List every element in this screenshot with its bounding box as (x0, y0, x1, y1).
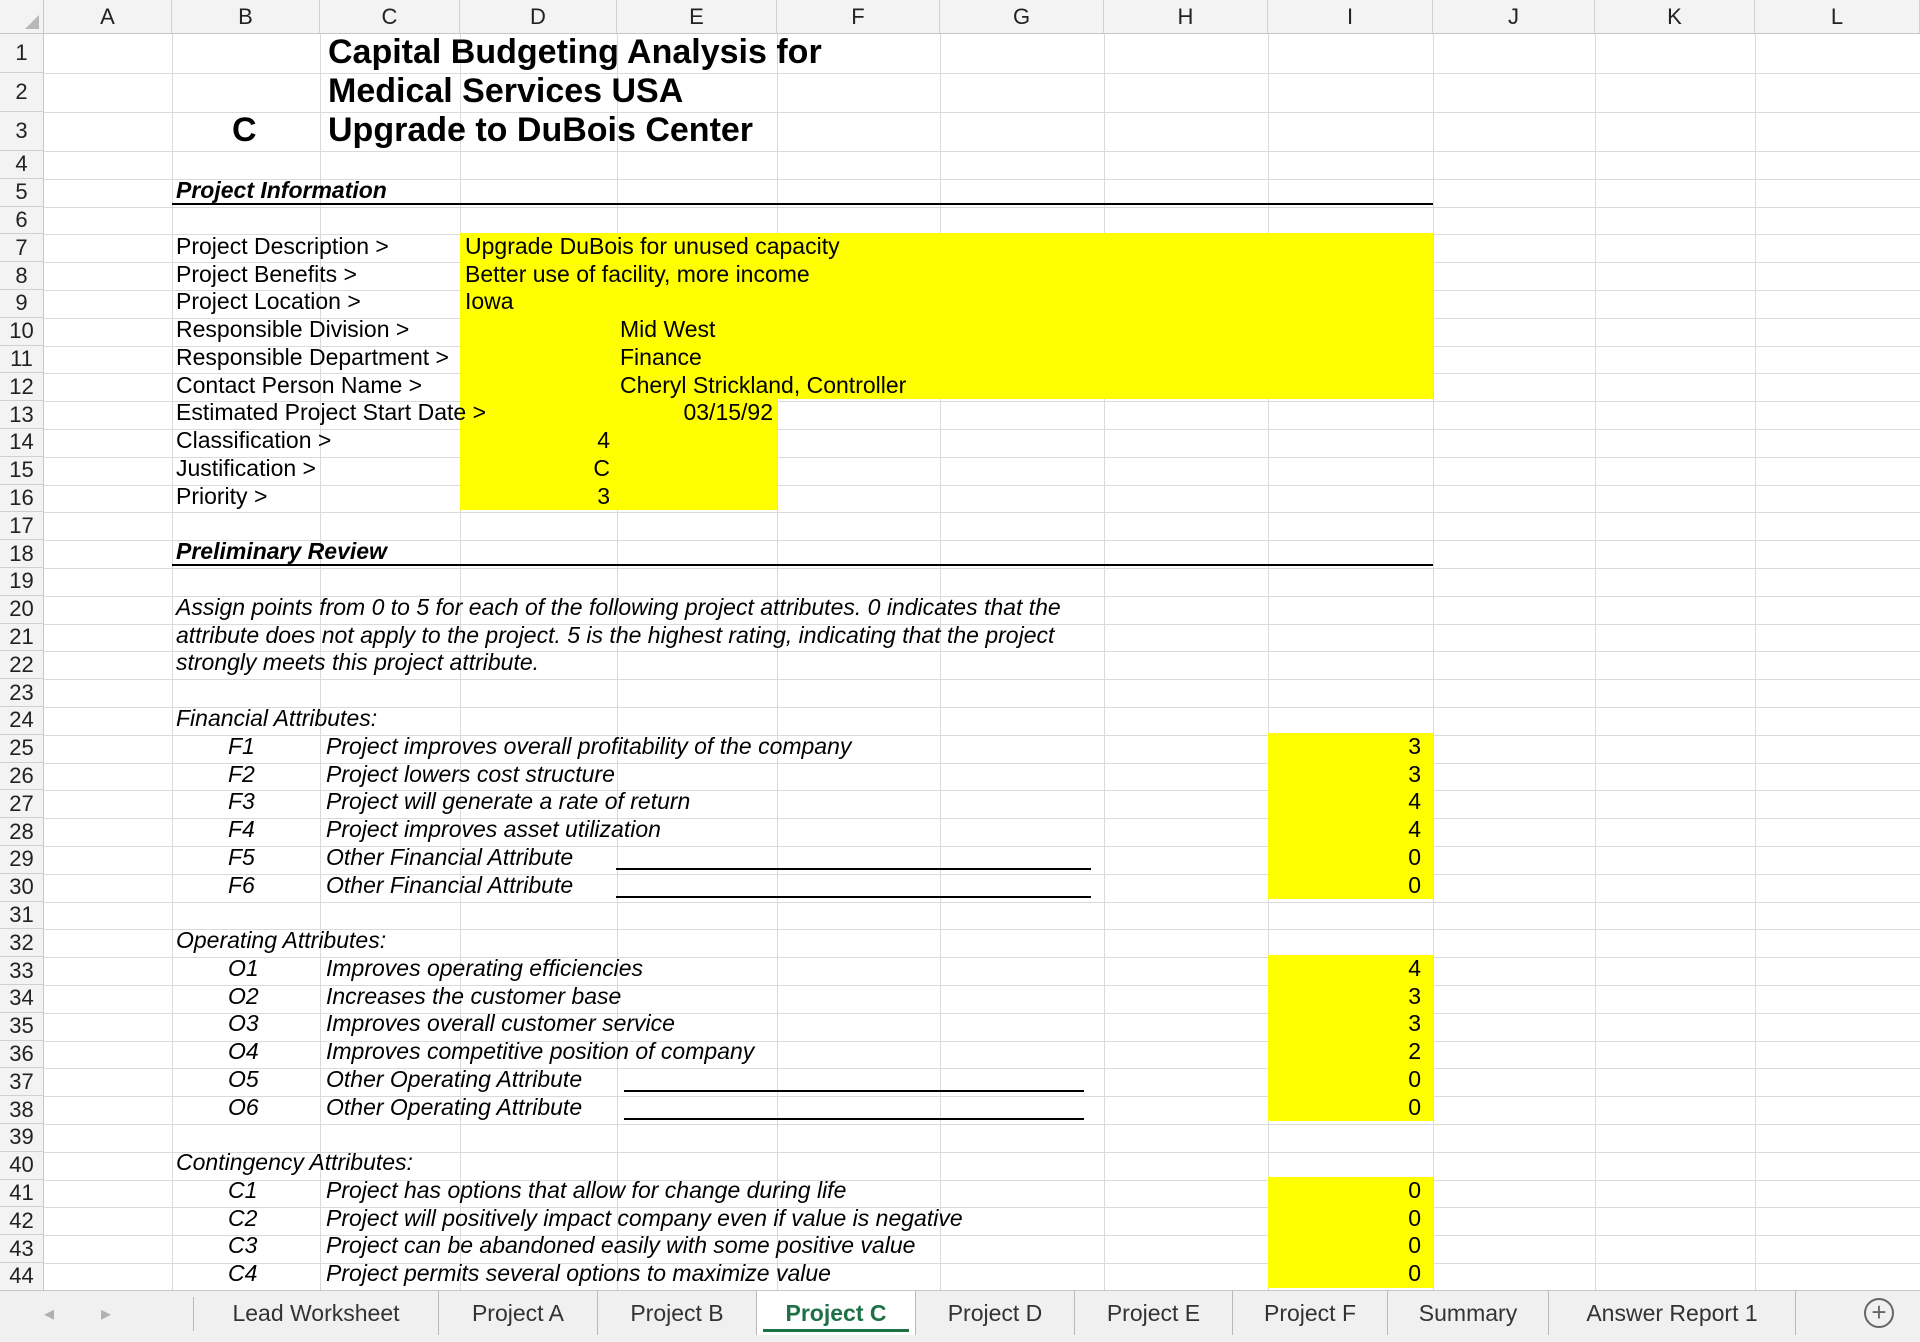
code-o3[interactable]: O3 (228, 1010, 259, 1036)
column-header[interactable]: C (320, 0, 460, 34)
row-header[interactable]: 1 (0, 34, 44, 73)
gridline-vertical (617, 34, 618, 1290)
value-justification[interactable]: C (593, 455, 610, 481)
tab-summary[interactable]: Summary (1388, 1291, 1549, 1335)
row-header[interactable]: 32 (0, 929, 44, 957)
code-o4[interactable]: O4 (228, 1038, 259, 1064)
row-header[interactable]: 25 (0, 735, 44, 763)
row-header[interactable]: 8 (0, 262, 44, 290)
gridline-horizontal (44, 902, 1920, 903)
code-o1[interactable]: O1 (228, 955, 259, 981)
code-c3[interactable]: C3 (228, 1232, 258, 1258)
row-header[interactable]: 14 (0, 429, 44, 457)
row-header[interactable]: 41 (0, 1180, 44, 1208)
score-f2[interactable]: 3 (1408, 761, 1421, 787)
label-project-location[interactable]: Project Location > (176, 288, 361, 314)
row-header[interactable]: 18 (0, 540, 44, 568)
row-header[interactable]: 34 (0, 985, 44, 1013)
gridline-vertical (1104, 34, 1105, 1290)
prev-sheet-icon[interactable]: ◂ (44, 1303, 55, 1325)
blank-line-o6 (624, 1118, 1084, 1120)
label-project-benefits[interactable]: Project Benefits > (176, 261, 357, 287)
desc-f2[interactable]: Project lowers cost structure (326, 761, 615, 787)
code-o5[interactable]: O5 (228, 1066, 259, 1092)
row-header[interactable]: 33 (0, 957, 44, 985)
label-responsible-division[interactable]: Responsible Division > (176, 316, 410, 342)
blank-line-f5 (616, 868, 1091, 870)
column-header[interactable]: G (940, 0, 1104, 34)
value-project-description[interactable]: Upgrade DuBois for unused capacity (465, 233, 840, 259)
score-c1[interactable]: 0 (1408, 1177, 1421, 1203)
row-header[interactable]: 21 (0, 624, 44, 652)
column-header[interactable]: A (44, 0, 172, 34)
row-header[interactable]: 15 (0, 457, 44, 485)
desc-o2[interactable]: Increases the customer base (326, 983, 622, 1009)
value-contact-person[interactable]: Cheryl Strickland, Controller (620, 372, 907, 398)
desc-f5[interactable]: Other Financial Attribute (326, 844, 574, 870)
label-classification[interactable]: Classification > (176, 427, 332, 453)
title-line-2[interactable]: Medical Services USA (328, 72, 684, 110)
gridline-horizontal (44, 207, 1920, 208)
sheet-tab-bar (0, 1290, 1920, 1342)
tab-project-a[interactable]: Project A (439, 1291, 598, 1335)
add-sheet-icon[interactable]: + (1864, 1298, 1894, 1328)
row-header[interactable]: 37 (0, 1068, 44, 1096)
score-o3[interactable]: 3 (1408, 1010, 1421, 1036)
score-c3[interactable]: 0 (1408, 1232, 1421, 1258)
score-o2[interactable]: 3 (1408, 983, 1421, 1009)
row-header[interactable]: 31 (0, 902, 44, 930)
instruction-line-2[interactable]: attribute does not apply to the project. 5 is the highest rating, indicating that the project (176, 622, 1055, 648)
row-header[interactable]: 11 (0, 346, 44, 374)
code-f4[interactable]: F4 (228, 816, 255, 842)
project-letter[interactable]: C (232, 111, 257, 149)
gridline-vertical (940, 34, 941, 1290)
gridline-horizontal (44, 151, 1920, 152)
row-header[interactable]: 44 (0, 1263, 44, 1290)
instruction-line-1[interactable]: Assign points from 0 to 5 for each of the following project attributes. 0 indicates that the (176, 594, 1061, 620)
blank-line-f6 (616, 896, 1091, 898)
title-line-3[interactable]: Upgrade to DuBois Center (328, 111, 754, 149)
row-header[interactable]: 2 (0, 73, 44, 112)
row-header[interactable]: 20 (0, 596, 44, 624)
tab-lead-worksheet[interactable]: Lead Worksheet (194, 1291, 439, 1335)
code-c2[interactable]: C2 (228, 1205, 258, 1231)
gridline-horizontal (44, 679, 1920, 680)
gridline-vertical (1755, 34, 1756, 1290)
select-all-icon (25, 15, 39, 29)
label-contact-person[interactable]: Contact Person Name > (176, 372, 423, 398)
desc-o3[interactable]: Improves overall customer service (326, 1010, 675, 1036)
row-header[interactable]: 17 (0, 512, 44, 540)
section-preliminary-review[interactable]: Preliminary Review (176, 538, 387, 564)
gridline-horizontal (44, 73, 1920, 74)
section-project-information[interactable]: Project Information (176, 177, 387, 203)
label-start-date[interactable]: Estimated Project Start Date > (176, 399, 486, 425)
score-c4[interactable]: 0 (1408, 1260, 1421, 1286)
heading-operating-attributes[interactable]: Operating Attributes: (176, 927, 387, 953)
score-c2[interactable]: 0 (1408, 1205, 1421, 1231)
score-f1[interactable]: 3 (1408, 733, 1421, 759)
value-responsible-department[interactable]: Finance (620, 344, 702, 370)
title-line-1[interactable]: Capital Budgeting Analysis for (328, 33, 822, 71)
tab-project-c[interactable]: Project C (757, 1291, 916, 1335)
row-header[interactable]: 27 (0, 790, 44, 818)
row-header[interactable]: 3 (0, 112, 44, 151)
tab-project-b[interactable]: Project B (598, 1291, 757, 1335)
desc-f6[interactable]: Other Financial Attribute (326, 872, 574, 898)
column-header[interactable]: B (172, 0, 320, 34)
score-f4[interactable]: 4 (1408, 816, 1421, 842)
row-header[interactable]: 40 (0, 1152, 44, 1180)
code-f6[interactable]: F6 (228, 872, 255, 898)
column-header[interactable]: E (617, 0, 777, 34)
row-header[interactable]: 43 (0, 1235, 44, 1263)
code-c1[interactable]: C1 (228, 1177, 258, 1203)
row-header[interactable]: 4 (0, 151, 44, 179)
score-o6[interactable]: 0 (1408, 1094, 1421, 1120)
value-classification[interactable]: 4 (597, 427, 610, 453)
gridline-horizontal (44, 112, 1920, 113)
next-sheet-icon[interactable]: ▸ (101, 1303, 112, 1325)
score-o4[interactable]: 2 (1408, 1038, 1421, 1064)
blank-line-o5 (624, 1090, 1084, 1092)
gridline-vertical (1433, 34, 1434, 1290)
row-header[interactable]: 12 (0, 373, 44, 401)
desc-c1[interactable]: Project has options that allow for change during life (326, 1177, 847, 1203)
code-f3[interactable]: F3 (228, 788, 255, 814)
tab-project-f[interactable]: Project F (1233, 1291, 1388, 1335)
select-all-corner[interactable] (0, 0, 44, 34)
desc-o5[interactable]: Other Operating Attribute (326, 1066, 583, 1092)
label-priority[interactable]: Priority > (176, 483, 268, 509)
gridline-horizontal (44, 568, 1920, 569)
section-rule-1 (172, 203, 1433, 205)
row-header[interactable]: 22 (0, 651, 44, 679)
desc-o1[interactable]: Improves operating efficiencies (326, 955, 644, 981)
score-o1[interactable]: 4 (1408, 955, 1421, 981)
score-f3[interactable]: 4 (1408, 788, 1421, 814)
tab-answer-report-1[interactable]: Answer Report 1 (1549, 1291, 1796, 1335)
row-header[interactable]: 29 (0, 846, 44, 874)
code-f5[interactable]: F5 (228, 844, 255, 870)
row-header[interactable]: 35 (0, 1013, 44, 1041)
row-header[interactable]: 39 (0, 1124, 44, 1152)
row-header[interactable]: 6 (0, 207, 44, 235)
row-header[interactable]: 26 (0, 763, 44, 791)
row-header[interactable]: 13 (0, 401, 44, 429)
row-header[interactable]: 9 (0, 290, 44, 318)
value-project-location[interactable]: Iowa (465, 288, 514, 314)
label-responsible-department[interactable]: Responsible Department > (176, 344, 449, 370)
row-header[interactable]: 38 (0, 1096, 44, 1124)
code-f1[interactable]: F1 (228, 733, 255, 759)
row-header[interactable]: 36 (0, 1041, 44, 1069)
row-header[interactable]: 42 (0, 1207, 44, 1235)
row-header[interactable]: 7 (0, 234, 44, 262)
column-header[interactable]: D (460, 0, 617, 34)
column-header[interactable]: L (1755, 0, 1920, 34)
desc-c4[interactable]: Project permits several options to maximize value (326, 1260, 831, 1286)
row-header[interactable]: 10 (0, 318, 44, 346)
column-header[interactable]: K (1595, 0, 1755, 34)
desc-c2[interactable]: Project will positively impact company even if value is negative (326, 1205, 963, 1231)
row-header[interactable]: 5 (0, 179, 44, 207)
column-header[interactable]: I (1268, 0, 1433, 34)
gridline-vertical (777, 34, 778, 1290)
desc-f1[interactable]: Project improves overall profitability of the company (326, 733, 852, 759)
gridline-vertical (172, 34, 173, 1290)
score-f6[interactable]: 0 (1408, 872, 1421, 898)
value-start-date[interactable]: 03/15/92 (683, 399, 773, 425)
value-responsible-division[interactable]: Mid West (620, 316, 716, 342)
section-rule-2 (172, 564, 1433, 566)
row-header[interactable]: 24 (0, 707, 44, 735)
score-o5[interactable]: 0 (1408, 1066, 1421, 1092)
tab-project-d[interactable]: Project D (916, 1291, 1075, 1335)
label-justification[interactable]: Justification > (176, 455, 316, 481)
row-header[interactable]: 19 (0, 568, 44, 596)
tab-project-e[interactable]: Project E (1075, 1291, 1233, 1335)
row-header[interactable]: 16 (0, 485, 44, 513)
label-project-description[interactable]: Project Description > (176, 233, 389, 259)
desc-f4[interactable]: Project improves asset utilization (326, 816, 661, 842)
value-project-benefits[interactable]: Better use of facility, more income (465, 261, 810, 287)
heading-financial-attributes[interactable]: Financial Attributes: (176, 705, 378, 731)
column-header[interactable]: H (1104, 0, 1268, 34)
desc-o6[interactable]: Other Operating Attribute (326, 1094, 583, 1120)
column-header[interactable]: J (1433, 0, 1595, 34)
gridline-horizontal (44, 1124, 1920, 1125)
desc-o4[interactable]: Improves competitive position of company (326, 1038, 755, 1064)
heading-contingency-attributes[interactable]: Contingency Attributes: (176, 1149, 413, 1175)
gridline-horizontal (44, 485, 1920, 486)
code-c4[interactable]: C4 (228, 1260, 258, 1286)
gridline-horizontal (44, 512, 1920, 513)
value-priority[interactable]: 3 (597, 483, 610, 509)
score-f5[interactable]: 0 (1408, 844, 1421, 870)
row-header[interactable]: 30 (0, 874, 44, 902)
instruction-line-3[interactable]: strongly meets this project attribute. (176, 649, 540, 675)
gridline-horizontal (44, 457, 1920, 458)
desc-c3[interactable]: Project can be abandoned easily with some positive value (326, 1232, 916, 1258)
gridline-vertical (1595, 34, 1596, 1290)
code-o6[interactable]: O6 (228, 1094, 259, 1120)
code-o2[interactable]: O2 (228, 983, 259, 1009)
row-header[interactable]: 28 (0, 818, 44, 846)
desc-f3[interactable]: Project will generate a rate of return (326, 788, 691, 814)
row-header[interactable]: 23 (0, 679, 44, 707)
column-header[interactable]: F (777, 0, 940, 34)
code-f2[interactable]: F2 (228, 761, 255, 787)
